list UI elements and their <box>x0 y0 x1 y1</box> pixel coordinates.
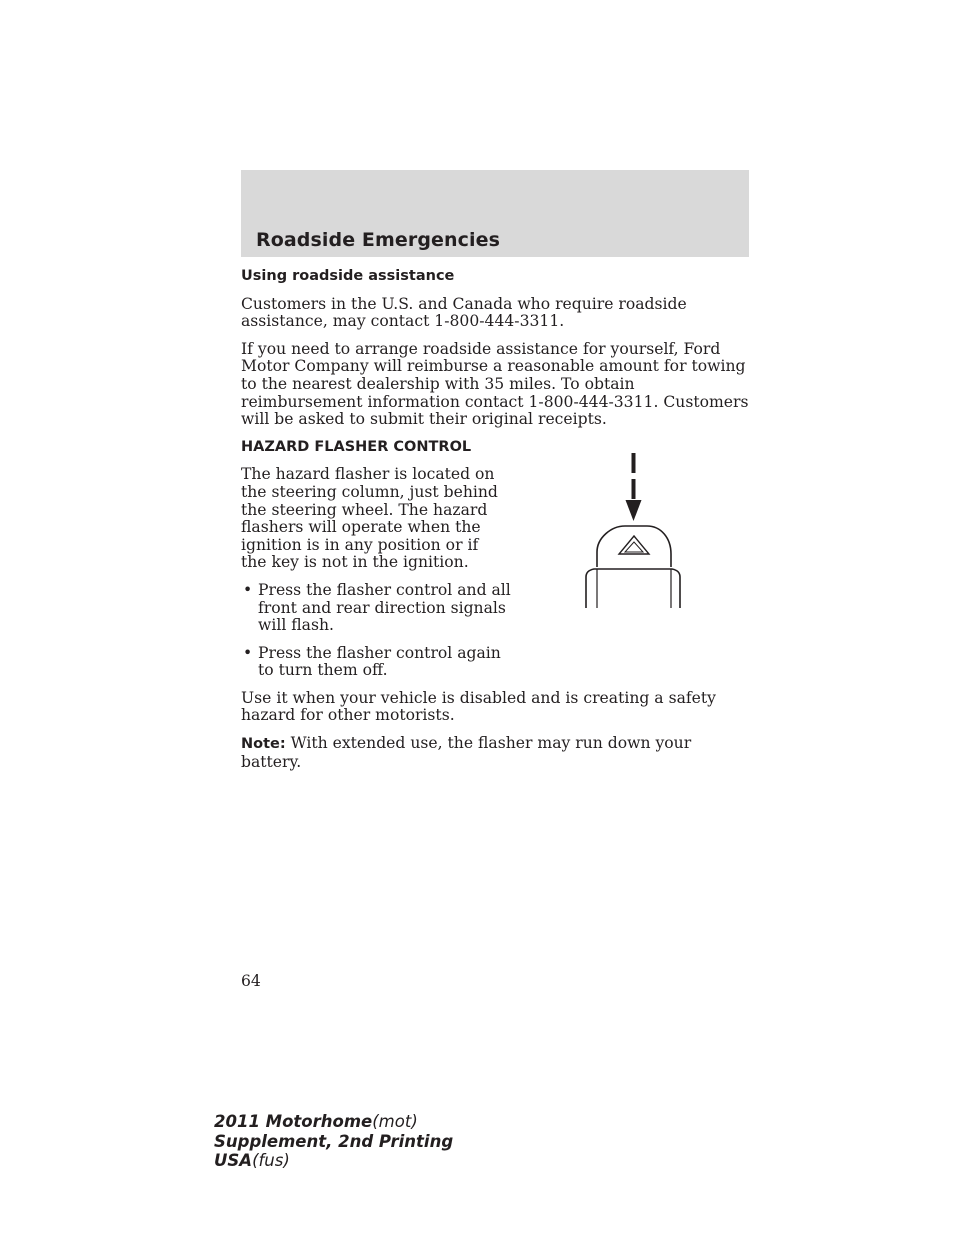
footer-market: USA <box>214 1151 253 1170</box>
bullet-icon: • <box>243 643 253 662</box>
hazard-flasher-intro: The hazard flasher is located on the steering column, just behind the steering wheel. The hazard flashers will operate when the ignition is in any position or if the key is not in the ignition. <box>241 465 498 572</box>
footer-line-1 <box>214 1112 453 1132</box>
note-paragraph <box>241 735 749 771</box>
list-item <box>241 582 518 635</box>
footer-line-2 <box>214 1132 453 1152</box>
document-footer <box>214 1112 453 1171</box>
paragraph-contact: Customers in the U.S. and Canada who require roadside assistance, may contact 1-800-444-3311. <box>241 294 687 331</box>
roadside-assistance-heading: Using roadside assistance <box>241 268 455 284</box>
footer-market-code: (fus) <box>252 1151 290 1170</box>
note-label: Note: <box>241 736 286 753</box>
section-title: Roadside Emergencies <box>256 229 501 251</box>
list-item <box>241 645 518 680</box>
footer-model-code: (mot) <box>372 1112 418 1131</box>
page-number: 64 <box>241 972 261 990</box>
note-text: With extended use, the flasher may run down your battery. <box>241 734 692 771</box>
paragraph-reimbursement: If you need to arrange roadside assistance for yourself, Ford Motor Company will reimburse a reasonable amount for towing to the nearest dealership with 35 miles. To obtain reimbursement information contact 1-800-444-3311. Customers will be asked to submit their original receipts. <box>241 339 749 429</box>
bullet-text: Press the flasher control again to turn them off. <box>258 643 501 680</box>
footer-line-3 <box>214 1151 453 1171</box>
bullet-icon: • <box>243 580 253 599</box>
footer-model: 2011 Motorhome <box>214 1112 373 1131</box>
hazard-usage-paragraph: Use it when your vehicle is disabled and is creating a safety hazard for other motorists. <box>241 688 716 725</box>
hazard-flasher-heading: HAZARD FLASHER CONTROL <box>241 438 472 455</box>
footer-printing: Supplement, 2nd Printing <box>214 1131 454 1151</box>
section-header-band <box>241 170 749 257</box>
hazard-flasher-button-icon <box>575 450 685 612</box>
bullet-text: Press the flasher control and all front and rear direction signals will flash. <box>258 580 511 635</box>
